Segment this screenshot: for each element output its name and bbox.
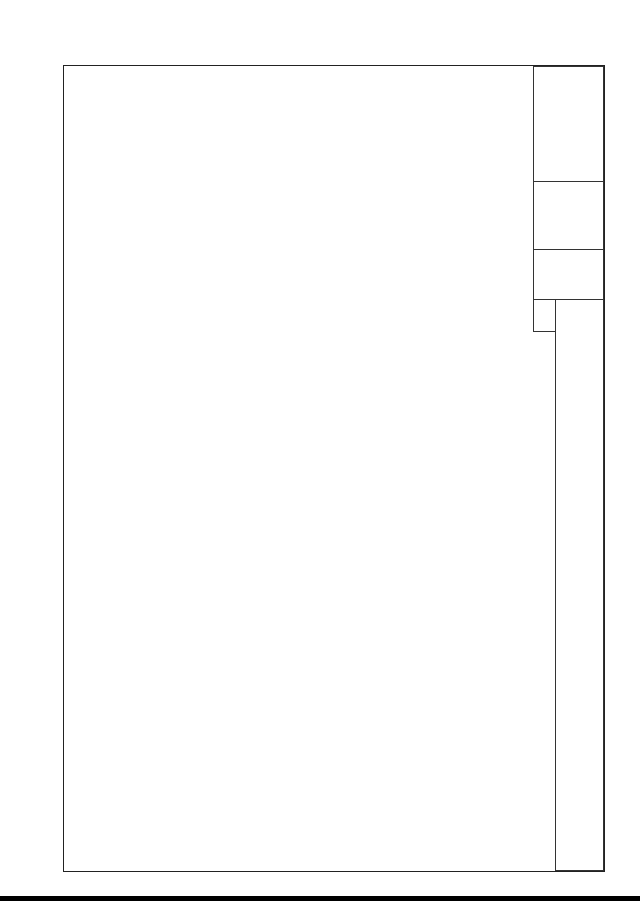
- column-number-row: [520, 67, 534, 871]
- header-total: [534, 300, 556, 332]
- header-funding-group: [556, 300, 604, 871]
- header-source: [534, 250, 604, 300]
- budget-table-frame: [63, 65, 605, 872]
- budget-table-rotated: [64, 66, 604, 871]
- bottom-border-bar: [0, 896, 640, 901]
- header-group-row: [556, 67, 604, 871]
- header-name: [534, 67, 604, 182]
- table-body: [64, 67, 520, 871]
- header-executor: [534, 182, 604, 250]
- budget-table: [64, 66, 604, 871]
